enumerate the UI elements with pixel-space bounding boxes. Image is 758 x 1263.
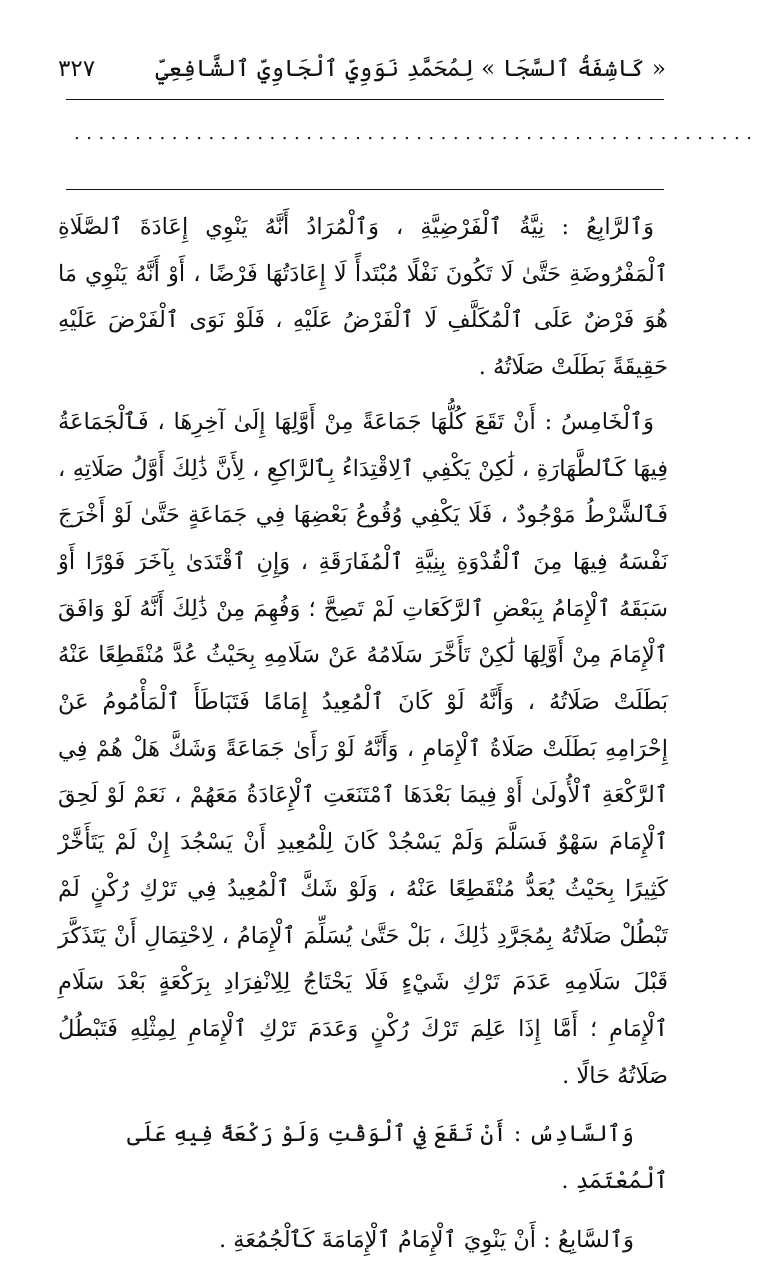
running-title: « كَاشِفَةُ ٱلسَّجَا » لِمُحَمَّدِ نَوَوِيِّ ٱلْجَاوِيِّ ٱلشَّافِعِيِّ [155, 56, 666, 82]
header-rule [66, 99, 664, 100]
paragraph-fourth-condition: وَٱلرَّابِعُ : نِيَّةُ ٱلْفَرْضِيَّةِ ، وَٱلْمُرَادُ أَنَّهُ يَنْوِي إِعَادَةَ ٱلصَّلَاةِ ٱلْمَفْرُوضَةِ حَتَّىٰ لَا تَكُونَ نَفْلًا مُبْتَدأً لَا إِعَادَتُهَا فَرْضًا ، أَوْ أَنَّهُ يَنْوِي مَا هُوَ فَرْضٌ عَلَى ٱلْمُكَلَّفِ لَا ٱلْفَرْضُ عَلَيْهِ ، فَلَوْ نَوَى ٱلْفَرْضَ عَلَيْهِ حَقِيقَةً بَطَلَتْ صَلَاتُهُ . [58, 214, 668, 381]
paragraph-sixth-condition: وَٱلسَّادِسُ : أَنْ تَقَعَ فِي ٱلْوَقْتِ وَلَوْ رَكْعَةً فِيهِ عَلَى ٱلْمُعْتَمَدِ . [126, 1121, 668, 1195]
dotted-separator: ........................................................ [74, 123, 758, 144]
paragraph-fifth-condition: وَٱلْخَامِسُ : أَنْ تَقَعَ كُلُّهَا جَمَاعَةً مِنْ أَوَّلِهَا إِلَىٰ آخِرِهَا ، فَٱلْجَمَاعَةُ فِيهَا كَٱلطَّهَارَةِ ، لَٰكِنْ يَكْفِي ٱلِاقْتِدَاءُ بِٱلرَّاكِعِ ، لِأَنَّ ذَٰلِكَ أَوَّلُ صَلَاتِهِ ، فَٱلشَّرْطُ مَوْجُودٌ ، فَلَا يَكْفِي وُقُوعُ بَعْضِهَا فِي جَمَاعَةٍ حَتَّىٰ لَوْ أَخْرَجَ نَفْسَهُ فِيهَا مِنَ ٱلْقُدْوَةِ بِنِيَّةِ ٱلْمُفَارَقَةِ ، وَإِنِ ٱقْتَدَىٰ بِآخَرَ فَوْرًا أَوْ سَبَقَهُ ٱلْإِمَامُ بِبَعْضِ ٱلرَّكَعَاتِ لَمْ تَصِحَّ ؛ وَفُهِمَ مِنْ ذَٰلِكَ أَنَّهُ لَوْ وَافَقَ ٱلْإِمَامَ مِنْ أَوَّلِهَا لَٰكِنْ تَأَخَّرَ سَلَامُهُ عَنْ سَلَامِهِ بِحَيْثُ عُدَّ مُنْقَطِعًا عَنْهُ بَطَلَتْ صَلَاتُهُ ، وَأَنَّهُ لَوْ كَانَ ٱلْمُعِيدُ إِمَامًا فَتَبَاطَأَ ٱلْمَأْمُومُ عَنْ إِحْرَامِهِ بَطَلَتْ صَلَاةُ ٱلْإِمَامِ ، وَأَنَّهُ لَوْ رَأَىٰ جَمَاعَةً وَشَكَّ هَلْ هُمْ فِي ٱلرَّكْعَةِ ٱلْأُولَىٰ أَوْ فِيمَا بَعْدَهَا ٱمْتَنَعَتِ ٱلْإِعَادَةُ مَعَهُمْ ، نَعَمْ لَوْ لَحِقَ ٱلْإِمَامَ سَهْوٌ فَسَلَّمَ وَلَمْ يَسْجُدْ كَانَ لِلْمُعِيدِ أَنْ يَسْجُدَ إِنْ لَمْ يَتَأَخَّرْ كَثِيرًا بِحَيْثُ يُعَدُّ مُنْقَطِعًا عَنْهُ ، وَلَوْ شَكَّ ٱلْمُعِيدُ فِي تَرْكِ رُكْنٍ لَمْ تَبْطُلْ صَلَاتُهُ بِمُجَرَّدِ ذَٰلِكَ ، بَلْ حَتَّىٰ يُسَلِّمَ ٱلْإِمَامُ ، لِاحْتِمَالِ أَنْ يَتَذَكَّرَ قَبْلَ سَلَامِهِ عَدَمَ تَرْكِ شَيْءٍ فَلَا يَحْتَاجُ لِلِانْفِرَادِ بِرَكْعَةٍ بَعْدَ سَلَامِ ٱلْإِمَامِ ؛ أَمَّا إِذَا عَلِمَ تَرْكَ رُكْنٍ وَعَدَمَ تَرْكِ ٱلْإِمَامِ لِمِثْلِهِ فَتَبْطُلُ صَلَاتُهُ حَالًا . [58, 408, 668, 1089]
page-header [58, 52, 666, 92]
page-number: ٣٢٧ [58, 56, 96, 82]
paragraph-seventh-condition: وَٱلسَّابِعُ : أَنْ يَنْوِيَ ٱلْإِمَامُ ٱلْإِمَامَةَ كَٱلْجُمُعَةِ . [218, 1226, 634, 1253]
footnote-rule [66, 189, 664, 190]
main-text [58, 204, 668, 1263]
